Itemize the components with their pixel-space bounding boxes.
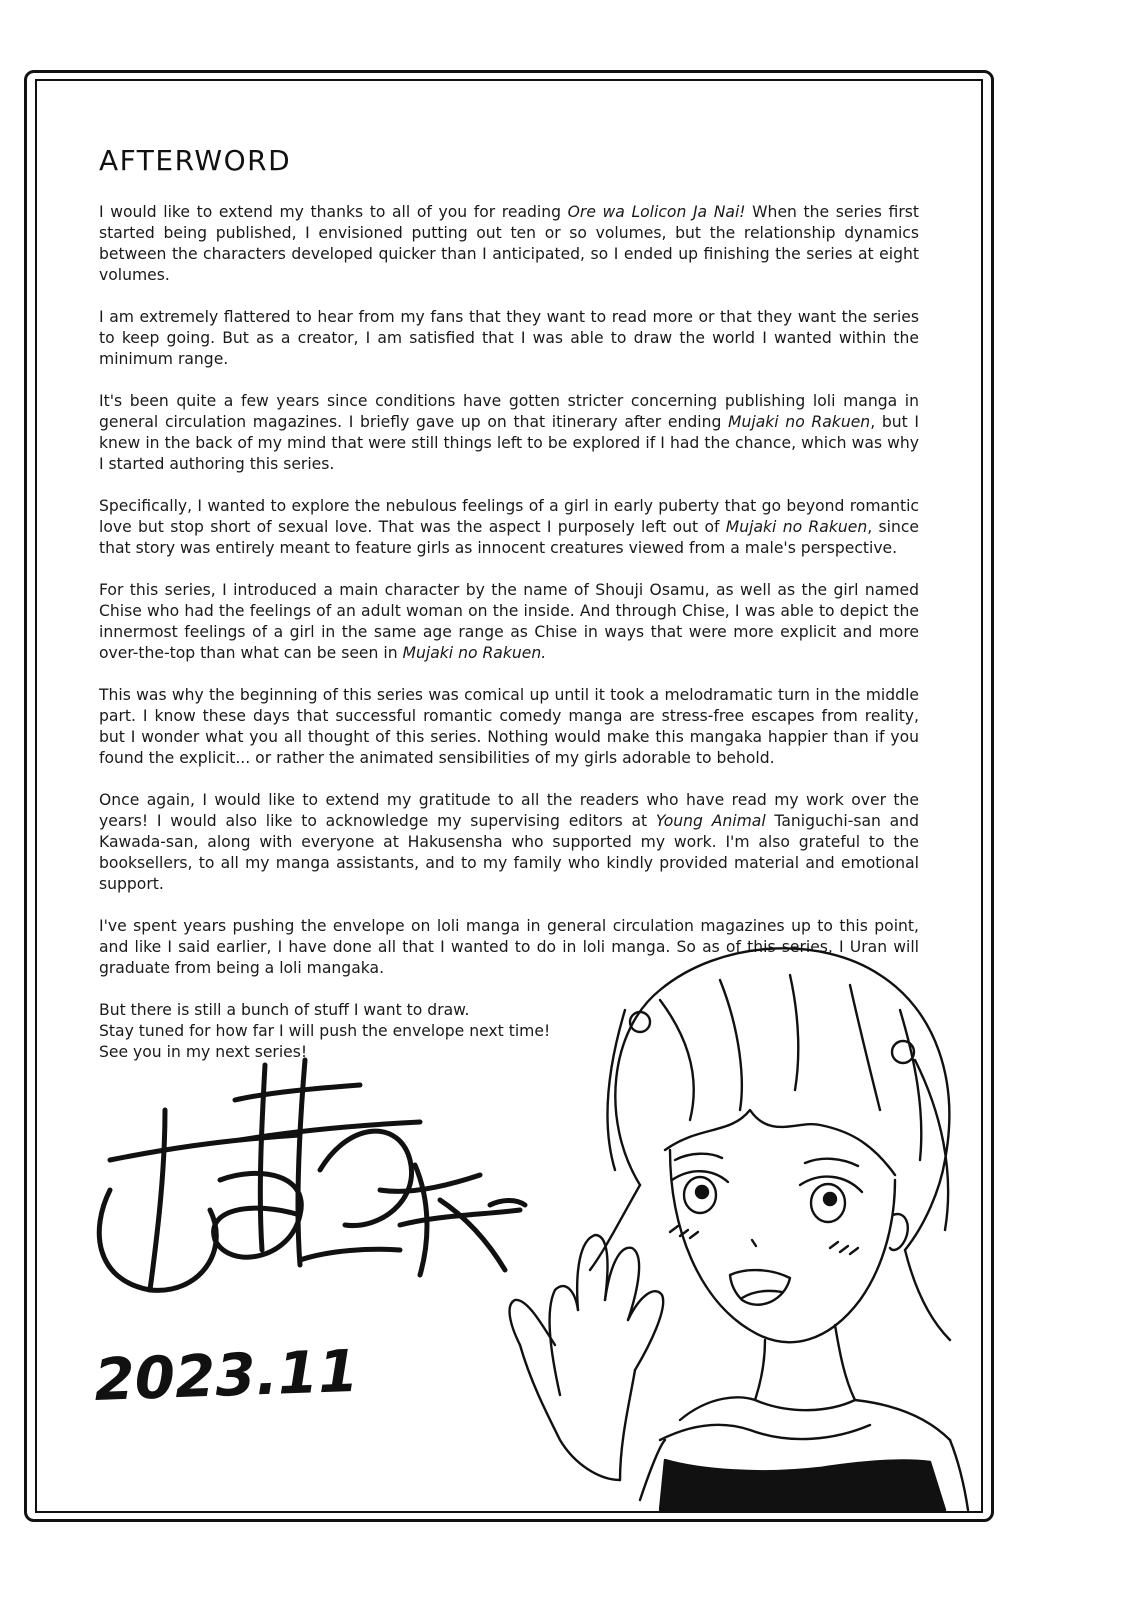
paragraph-beginning: This was why the beginning of this series was comical up until it took a melodramatic turn in the middle part. I know these days that successful romantic comedy manga are stress-free escapes from reality, but I wonder what you all thought of this series. Nothing would make this mangaka happier than if you found the explicit... or rather the animated sensibilities of my girls adorable to behold. (99, 686, 919, 767)
paragraph-characters: For this series, I introduced a main character by the name of Shouji Osamu, as well as the girl named Chise who had the feelings of an adult woman on the inside. And through Chise, I was able to depict the innermost feelings of a girl in the same age range as Chise in ways that were more explicit and more over-the-top than what can be seen in Mujaki no Rakuen. (99, 581, 919, 662)
chise-illustration (510, 948, 968, 1510)
magazine-title: Young Animal (655, 812, 766, 830)
work-title: Mujaki no Rakuen. (402, 644, 547, 662)
closing-line: Stay tuned for how far I will push the envelope next time! (99, 1022, 551, 1040)
paragraph-fans: I am extremely flattered to hear from my fans that they want to read more or that they want the series to keep going. But as a creator, I am satisfied that I was able to draw the world I wanted within the minimum range. (99, 308, 919, 368)
work-title: Mujaki no Rakuen (725, 518, 868, 536)
paragraph-graduate: I've spent years pushing the envelope on loli manga in general circulation magazines up to this point, and like I said earlier, I have done all that I wanted to do in loli manga. So as of this series, I Uran will graduate from being a loli mangaka. (99, 917, 919, 977)
series-title: Ore wa Lolicon Ja Nai! (567, 203, 746, 221)
paragraph-conditions: It's been quite a few years since conditions have gotten stricter concerning publishing loli manga in general circulation magazines. I briefly gave up on that itinerary after ending Mujaki no Rakuen, but I knew in the back of my mind that were still things left to be explored if I had the chance, which was why I started authoring this series. (99, 392, 919, 473)
closing-line: See you in my next series! (99, 1043, 308, 1061)
author-signature (99, 1060, 525, 1290)
page-title: AFTERWORD (99, 144, 292, 177)
work-title: Mujaki no Rakuen (728, 413, 871, 431)
paragraph-thanks: I would like to extend my thanks to all of you for reading Ore wa Lolicon Ja Nai! When the series first started being published, I envisioned putting out ten or so volumes, but the relationship dynamics between the characters developed quicker than I anticipated, so I ended up finishing the series at eight volumes. (99, 203, 920, 284)
paragraph-specifically: Specifically, I wanted to explore the nebulous feelings of a girl in early puberty that go beyond romantic love but stop short of sexual love. That was the aspect I purposely left out of Mujaki no Rakuen, since that story was entirely meant to feature girls as innocent creatures viewed from a male's perspective. (99, 497, 919, 557)
paragraph-gratitude: Once again, I would like to extend my gratitude to all the readers who have read my work over the years! I would also like to acknowledge my supervising editors at Young Animal Taniguchi-san and Kawada-san, along with everyone at Hakusensha who supported my work. I'm also grateful to the booksellers, to all my manga assistants, and to my family who kindly provided material and emotional support. (99, 791, 920, 893)
closing-line: But there is still a bunch of stuff I want to draw. (99, 1001, 470, 1019)
signature-date: 2023.11 (93, 1336, 360, 1414)
